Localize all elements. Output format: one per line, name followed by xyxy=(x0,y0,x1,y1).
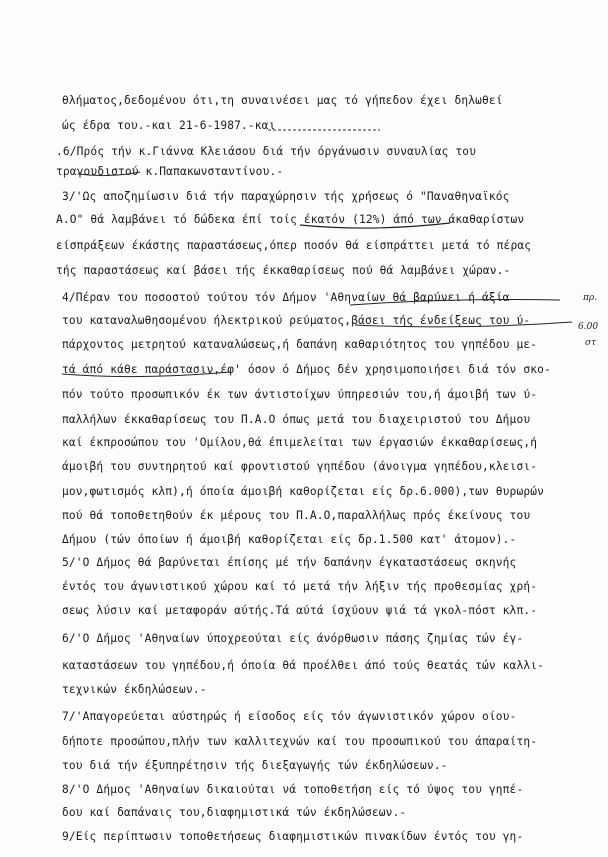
text-line: πάρχοντος μετρητού καταναλώσεως,ή δαπάνη καθαριότητος του γηπέδου με- xyxy=(62,338,538,351)
margin-note: 6.00 xyxy=(578,322,599,332)
margin-note: πρ. xyxy=(583,293,598,303)
text-line: καί έκπροσώπου του 'Ομίλου,θά έπιμελείται των έργασιών έκκαθαρίσεως,ή xyxy=(62,436,538,449)
hand-underline xyxy=(350,300,560,305)
text-line: 4/Πέραν του ποσοστού τούτου τόν Δήμον 'Αθηναίων θά βαρύνει ή άξία xyxy=(62,291,510,304)
text-line: τά άπό κάθε παράστασιν,έφ' όσον ό Δήμος δέν χρησιμοποιήσει διά τόν σκο- xyxy=(62,363,551,376)
hand-underline xyxy=(355,322,572,327)
margin-note: στ xyxy=(585,338,597,348)
text-line: 7/'Απαγορεύεται αύστηρώς ή είσοδος είς τόν άγωνιστικόν χώρον οίου- xyxy=(62,710,517,723)
text-line: πόν τούτο προσωπικόν έκ των άντιστοίχων ύπηρεσιών του,ή άμοιβή των ύ- xyxy=(62,388,538,401)
hand-underline xyxy=(78,172,140,176)
text-line: είσπράξεων έκάστης παραστάσεως,όπερ ποσόν θά είσπράττει μετά τό πέρας xyxy=(56,239,532,252)
text-line: έντός του άγωνιστικού χώρου καί τό μετά τήν λήξιν τής προθεσμίας χρή- xyxy=(62,580,538,593)
text-line: Α.Ο" θά λαμβάνει τό δώδεκα έπί τοίς έκατόν (12%) άπό των άκαθαρίστων xyxy=(56,213,525,226)
text-line: .6/Πρός τήν κ.Γιάννα Κλειάσου διά τήν όργάνωσιν συναυλίας του xyxy=(56,145,477,158)
text-line: σεως λύσιν καί μεταφοράν αύτής.Τά αύτά ίσχύουν ψιά τά γκολ-πόστ κλπ.- xyxy=(62,604,538,617)
text-line: παλλήλων έκκαθαρίσεως του Π.Α.Ο όπως μετά του διαχειριστού του Δήμου xyxy=(62,413,531,426)
text-line: άμοιβή του συντηρητού καί φροντιστού γηπέδου (άνοιγμα γηπέδου,κλεισι- xyxy=(62,460,538,473)
hand-underline xyxy=(300,223,450,228)
text-line: 8/'Ο Δήμος 'Αθηναίων δικαιούται νά τοποθετήση είς τό ύψος του γηπέ- xyxy=(62,783,524,796)
text-line: τεχνικών έκδηλώσεων.- xyxy=(62,683,207,696)
text-line: δου καί δαπάναις του,διαφημιστικά τών έκδηλώσεων.- xyxy=(62,806,407,819)
text-line: του καταναλωθησομένου ήλεκτρικού ρεύματος,βάσει τής ένδείξεως του ύ- xyxy=(62,314,531,327)
text-line: πού θά τοποθετηθούν έκ μέρους του Π.Α.Ο,παραλλήλως πρός έκείνους του xyxy=(62,509,531,522)
text-line: του διά τήν έξυπηρέτησιν τής διεξαγωγής τών έκδηλώσεων.- xyxy=(62,759,448,772)
text-line: θλήματος,δεδομένου ότι,τη συναινέσει μας τό γήπεδον έχει δηλωθεί xyxy=(62,94,503,107)
text-line: καταστάσεων του γηπέδου,ή όποία θά προέλθει άπό τούς θεατάς τών καλλι- xyxy=(62,659,544,672)
text-line: 3/'Ως αποζημίωσιν διά τήν παραχώρησιν τής χρήσεως ό "Παναθηναϊκός xyxy=(62,190,510,203)
text-line: 9/Είς περίπτωσιν τοποθετήσεως διαφημιστικών πινακίδων έντός του γη- xyxy=(62,830,524,843)
text-line: 5/'Ο Δήμος θά βαρύνεται έπίσης μέ τήν δαπάνην έγκαταστάσεως σκηνής xyxy=(62,556,517,569)
hand-underline xyxy=(62,372,230,377)
text-line: τραγουδιστού κ.Παπακωνσταντίνου.- xyxy=(56,165,284,178)
text-line: μον,φωτισμός κλπ),ή όποία άμοιβή καθορίζεται είς δρ.6.000),των θυρωρών xyxy=(62,485,544,498)
text-line: ώς έδρα του.-και 21-6-1987.-και xyxy=(62,119,276,132)
text-line: Δήμου (τών όποίων ή άμοιβή καθορίζεται είς δρ.1.500 κατ' άτομον).- xyxy=(62,533,517,546)
text-line: 6/'Ο Δήμος 'Αθηναίων ύποχρεούται είς άνόρθωσιν πάσης ζημίας τών έγ- xyxy=(62,632,524,645)
text-line: τής παραστάσεως καί βάσει τής έκκαθαρίσεως πού θά λαμβάνει χώραν.- xyxy=(56,264,511,277)
text-line: δήποτε προσώπου,πλήν των καλλιτεχνών καί του προσωπικού του άπαραίτη- xyxy=(62,735,538,748)
